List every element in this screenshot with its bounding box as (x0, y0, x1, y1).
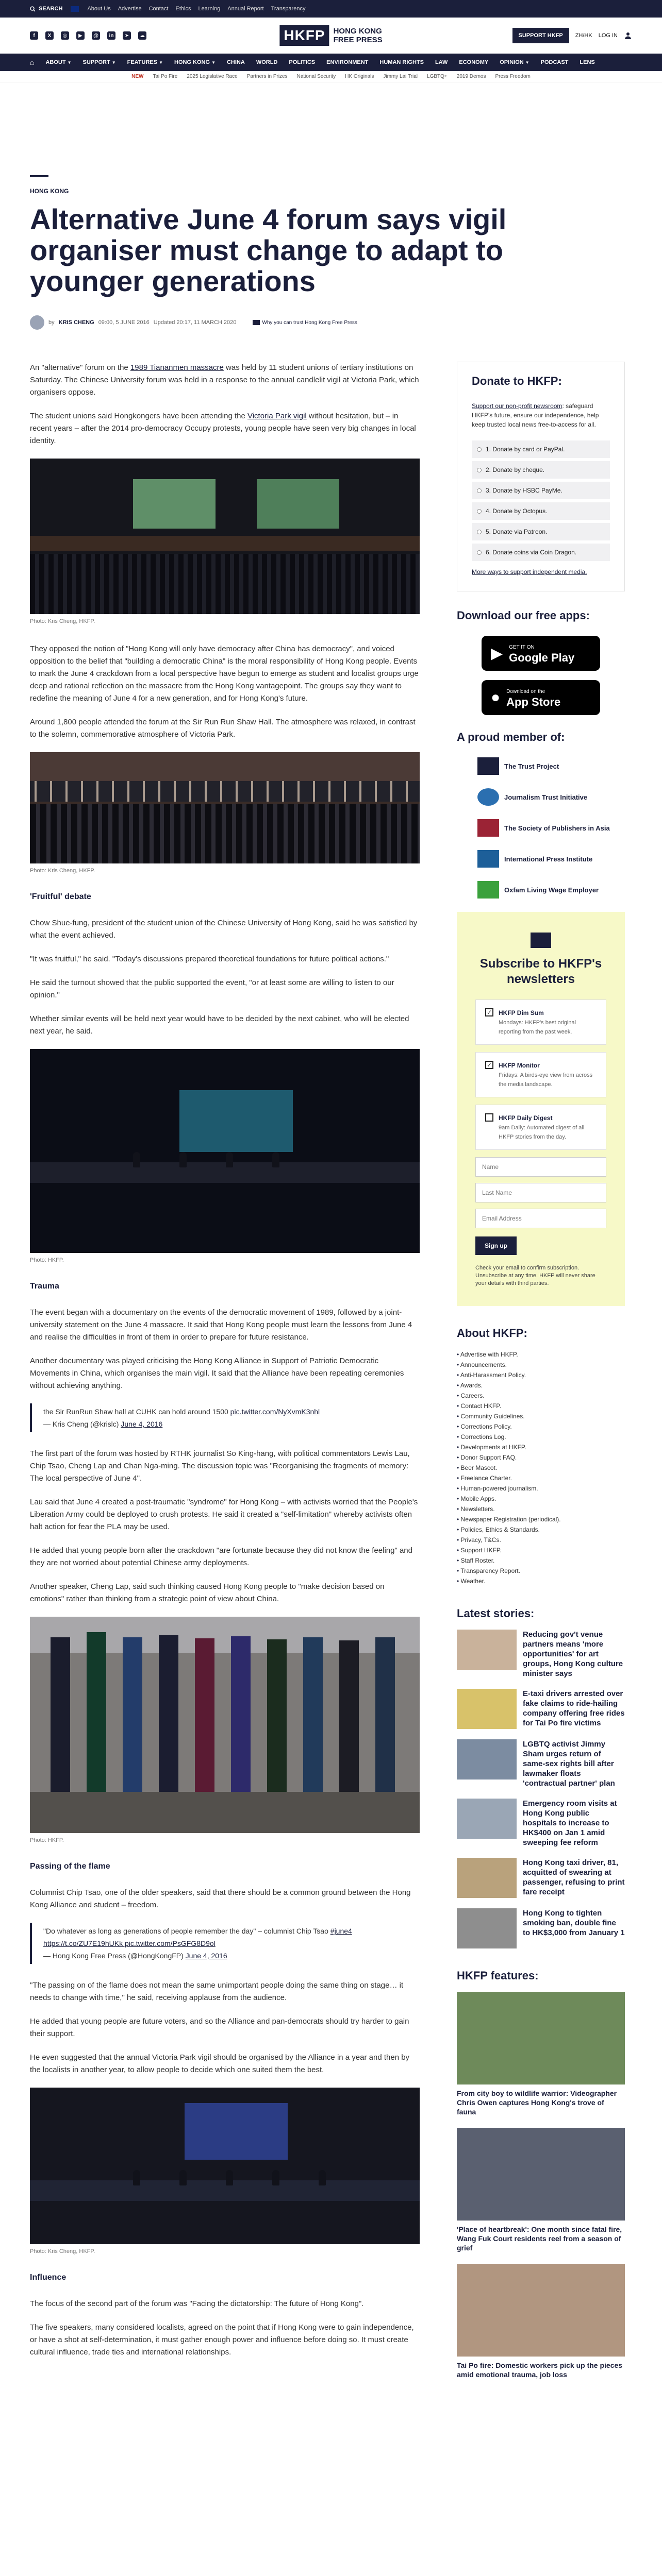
paragraph: "It was fruitful," he said. "Today's discussions prepared theoretical foundations for future political actions." (30, 955, 389, 963)
speaker-figure (226, 2170, 233, 2185)
paragraph: The five speakers, many considered localists, agreed on the point that if Hong Kong were to gain independence, or have a shot at self-determination, it must gather enough power and influence before doing so. It must create cultural influence, trade ties and international relationships. (30, 2323, 414, 2357)
speaker-figure (226, 1152, 233, 1167)
sopa-logo-icon (477, 819, 499, 837)
trending-link[interactable]: Jimmy Lai Trial (383, 74, 418, 79)
member-logo[interactable]: The Trust Project (477, 757, 625, 775)
latest-story[interactable] (457, 1799, 625, 1848)
radio-icon (477, 550, 482, 555)
about-link[interactable]: • Contact HKFP. (457, 1401, 625, 1411)
nav-politics[interactable]: POLITICS (289, 59, 316, 65)
inline-link[interactable]: 1989 Tiananmen massacre (130, 363, 224, 372)
feature-title: From city boy to wildlife warrior: Videographer Chris Owen captures Hong Kong's trove of fauna (457, 2089, 617, 2116)
story-title: Reducing gov't venue partners means 'more opportunities' for art groups, Hong Kong culture minister says (523, 1630, 623, 1678)
latest-story[interactable] (457, 1739, 625, 1788)
google-play-button[interactable]: ▶ GET IT ON Google Play (482, 636, 600, 671)
article-headline: Alternative June 4 forum says vigil organiser must change to adapt to younger generations (30, 203, 507, 297)
paragraph: An "alternative" forum on the 1989 Tiananmen massacre was held by 11 student unions of tertiary institutions on Saturday. The Chinese University forum was held in a response to the annual candlelit vigil at Victoria Park, which organisers oppose. (30, 363, 419, 397)
about-link[interactable]: • Privacy, T&Cs. (457, 1535, 625, 1545)
features-title: HKFP features: (457, 1969, 539, 1982)
more-ways-link[interactable]: More ways to support independent media. (472, 568, 587, 575)
x-twitter-icon[interactable]: X (45, 31, 54, 40)
app-store-button[interactable]: ● Download on the App Store (482, 680, 600, 715)
uk-flag-icon[interactable] (71, 6, 79, 12)
nav-lens[interactable]: LENS (580, 59, 595, 65)
feature-story[interactable] (457, 1992, 625, 2116)
story-thumbnail (457, 1630, 517, 1670)
speaker-figure (319, 2170, 326, 2185)
apps-title: Download our free apps: (457, 609, 590, 622)
tweet-link[interactable]: pic.twitter.com/NyXvmK3nhl (230, 1408, 320, 1416)
top-link-ethics[interactable]: Ethics (175, 6, 191, 12)
members-title: A proud member of: (457, 731, 565, 743)
speaker-figure (133, 1152, 140, 1167)
about-link[interactable]: • Corrections Policy. (457, 1421, 625, 1432)
trending-link[interactable]: Press Freedom (495, 74, 531, 79)
linkedin-icon[interactable]: in (107, 31, 115, 40)
donate-option[interactable]: 6. Donate coins via Coin Dragon. (472, 544, 610, 561)
donate-option[interactable]: 3. Donate by HSBC PayMe. (472, 482, 610, 499)
nav-support[interactable]: SUPPORT ▼ (82, 59, 116, 65)
newsletter-note: Check your email to confirm subscription. Unsubscribe at any time. HKFP will never share your details with third parties. (475, 1265, 595, 1286)
nav-china[interactable]: CHINA (226, 59, 245, 65)
about-link[interactable]: • Newspaper Registration (periodical). (457, 1514, 625, 1524)
about-link[interactable]: • Announcements. (457, 1360, 625, 1370)
section-heading: 'Fruitful' debate (30, 892, 91, 901)
about-link[interactable]: • Mobile Apps. (457, 1494, 625, 1504)
author-avatar[interactable] (30, 315, 44, 330)
about-list (457, 1349, 625, 1586)
about-link[interactable]: • Freelance Charter. (457, 1473, 625, 1483)
update-date: Updated 20:17, 11 MARCH 2020 (153, 319, 237, 326)
top-link-transparency[interactable]: Transparency (271, 6, 306, 12)
story-thumbnail (457, 1739, 517, 1780)
latest-stories (457, 1630, 625, 1948)
signup-button[interactable]: Sign up (475, 1236, 517, 1255)
about-link[interactable]: • Beer Mascot. (457, 1463, 625, 1473)
radio-icon (477, 530, 482, 534)
feature-stories (457, 1992, 625, 2379)
banner (51, 1637, 70, 1792)
chevron-down-icon: ▼ (67, 60, 72, 65)
checkbox-empty-icon[interactable] (485, 1113, 493, 1122)
feature-title: Tai Po fire: Domestic workers pick up the pieces amid emotional trauma, job loss (457, 2361, 623, 2379)
floor (30, 1792, 420, 1833)
newsletter-option-monitor[interactable]: ✓ HKFP Monitor Fridays: A birds-eye view from across the media landscape. (475, 1052, 606, 1097)
projection-screen (179, 1090, 293, 1152)
about-link[interactable]: • Developments at HKFP. (457, 1442, 625, 1452)
radio-icon (477, 468, 482, 472)
trending-bar (0, 71, 662, 82)
top-bar (0, 0, 662, 18)
email-input[interactable] (475, 1209, 606, 1228)
chevron-down-icon: ▼ (111, 60, 116, 65)
donate-intro-link[interactable]: Support our non-profit newsroom (472, 402, 562, 410)
about-link[interactable]: • Weather. (457, 1576, 625, 1586)
nav-law[interactable]: LAW (435, 59, 448, 65)
bluesky-icon[interactable]: ☁ (138, 31, 146, 40)
chevron-down-icon: ▼ (525, 60, 529, 65)
ipi-logo-icon (477, 850, 499, 868)
donate-option[interactable]: 1. Donate by card or PayPal. (472, 440, 610, 458)
paragraph: The focus of the second part of the forum was "Facing the dictatorship: The future of Hong Kong". (30, 2299, 364, 2308)
paragraph: He said the turnout showed that the public supported the event, "or at least some are willing to listen to our opinion." (30, 978, 394, 999)
sidebar (457, 362, 625, 2391)
trending-link[interactable]: HK Originals (345, 74, 374, 79)
support-hkfp-button[interactable]: SUPPORT HKFP (512, 28, 569, 43)
speaker-figure (272, 2170, 279, 2185)
paragraph: Around 1,800 people attended the forum at the Sir Run Run Shaw Hall. The atmosphere was relaxed, in contrast to the solemn, commemorative atmosphere of Victoria Park. (30, 718, 416, 739)
top-link-annual-report[interactable]: Annual Report (227, 6, 264, 12)
banner (195, 1638, 214, 1792)
site-header (0, 18, 662, 54)
envelope-icon (531, 933, 551, 948)
feature-story[interactable] (457, 2128, 625, 2252)
nav-podcast[interactable]: PODCAST (540, 59, 569, 65)
chevron-down-icon: ▼ (211, 60, 216, 65)
story-thumbnail (457, 1908, 517, 1948)
about-link[interactable]: • Community Guidelines. (457, 1411, 625, 1421)
tweet-date-link[interactable]: June 4, 2016 (185, 1952, 227, 1960)
top-link-advertise[interactable]: Advertise (118, 6, 142, 12)
trust-link[interactable]: Why you can trust Hong Kong Free Press (253, 320, 357, 326)
banner (267, 1639, 287, 1792)
kicker-rule (30, 175, 48, 177)
audience (30, 804, 420, 863)
nav-world[interactable]: WORLD (256, 59, 278, 65)
article-photo-2[interactable] (30, 752, 420, 863)
trending-link[interactable]: 2025 Legislative Race (187, 74, 238, 79)
banner (231, 1636, 251, 1792)
about-link[interactable]: • Support HKFP. (457, 1545, 625, 1555)
paragraph: Another documentary was played criticising the Hong Kong Alliance in Support of Patriotic Democratic Movements in China, which organises the main vigil. It said that the Alliance have been repeating ceremonies without achieving anything. (30, 1357, 404, 1390)
paragraph: Chow Shue-fung, president of the student union of the Chinese University of Hong Kong, said he was satisfied by what the event achieved. (30, 919, 418, 940)
social-links (30, 31, 146, 40)
embedded-tweet: the Sir RunRun Shaw hall at CUHK can hold around 1500 pic.twitter.com/NyXvmK3nhl — Kris Cheng (@krislc) June 4, 2016 (30, 1403, 420, 1432)
about-link[interactable]: • Transparency Report. (457, 1566, 625, 1576)
category-kicker[interactable]: HONG KONG (30, 188, 69, 195)
speaker-figure (133, 2170, 140, 2185)
telegram-icon[interactable]: ➤ (123, 31, 131, 40)
top-links (87, 6, 305, 12)
checkbox-checked-icon[interactable]: ✓ (485, 1008, 493, 1016)
search-icon (30, 6, 36, 12)
story-thumbnail (457, 1689, 517, 1729)
article-photo-5[interactable] (30, 2088, 420, 2244)
feature-story[interactable] (457, 2264, 625, 2379)
paragraph: "The passing on of the flame does not mean the same unimportant people doing the same thing on stage… it needs to change with time," he said, receiving applause from the audience. (30, 1981, 404, 2002)
user-icon[interactable] (624, 31, 632, 40)
story-title: E-taxi drivers arrested over fake claims to ride-hailing company offering free rides for Tai Po fire victims (523, 1689, 625, 1727)
about-link[interactable]: • Staff Roster. (457, 1555, 625, 1566)
nav-about[interactable]: ABOUT ▼ (45, 59, 72, 65)
paragraph: Whether similar events will be held next year would have to be decided by the next cabinet, who will be elected next year, he said. (30, 1014, 409, 1036)
search-button[interactable]: SEARCH (30, 6, 62, 12)
tweet-link[interactable]: #june4 https://t.co/ZU7E19hUKk pic.twitter.com/PsGFG8D9ol (43, 1927, 352, 1947)
article-body (30, 362, 420, 2391)
story-title: Hong Kong to tighten smoking ban, double fine to HK$3,000 from January 1 (523, 1909, 625, 1937)
login-link[interactable]: LOG IN (598, 32, 618, 39)
donate-title: Donate to HKFP: (472, 375, 562, 387)
article-photo-1[interactable] (30, 459, 420, 614)
banner (375, 1637, 395, 1792)
projection-screen (257, 479, 339, 529)
radio-icon (477, 509, 482, 514)
byline-prefix: by (48, 319, 55, 326)
nav-opinion[interactable]: OPINION ▼ (500, 59, 529, 65)
latest-story[interactable] (457, 1908, 625, 1948)
trending-link[interactable]: Partners in Prizes (246, 74, 288, 79)
trending-link[interactable]: National Security (296, 74, 336, 79)
radio-icon (477, 488, 482, 493)
stage-floor (30, 536, 420, 551)
apple-icon: ● (491, 689, 501, 706)
newsletter-box (457, 912, 625, 1306)
about-link[interactable]: • Anti-Harassment Policy. (457, 1370, 625, 1380)
speaker-figure (179, 1152, 187, 1167)
newsletter-option-dim-sum[interactable]: ✓ HKFP Dim Sum Mondays: HKFP's best original reporting from the past week. (475, 999, 606, 1045)
nav-human-rights[interactable]: HUMAN RIGHTS (379, 59, 424, 65)
member-logo[interactable]: The Society of Publishers in Asia (477, 819, 625, 837)
home-icon[interactable]: ⌂ (30, 58, 35, 66)
jti-logo-icon (477, 788, 499, 806)
trust-badge-icon (253, 320, 260, 325)
banner (159, 1635, 178, 1792)
google-play-icon: ▶ (491, 645, 503, 662)
author-name[interactable]: KRIS CHENG (58, 319, 94, 326)
top-link-learning[interactable]: Learning (198, 6, 221, 12)
nav-economy[interactable]: ECONOMY (459, 59, 489, 65)
embedded-tweet: "Do whatever as long as generations of people remember the day" – columnist Chip Tsao #june4 https://t.co/ZU7E19hUKk pic.twitter.com/PsGFG8D9ol — Hong Kong Free Press (@HongKongFP) June 4, 2016 (30, 1923, 420, 1964)
page-container (30, 175, 632, 2391)
content-columns (30, 362, 632, 2391)
speakers-row (30, 781, 420, 802)
member-logo[interactable]: International Press Institute (477, 850, 625, 868)
about-link[interactable]: • Donor Support FAQ. (457, 1452, 625, 1463)
paragraph: The student unions said Hongkongers have been attending the Victoria Park vigil without hesitation, but – in recent years – after the 2014 pro-democracy Occupy protests, young people have seen very big changes in local identity. (30, 412, 416, 445)
youtube-icon[interactable]: ▶ (76, 31, 85, 40)
about-link[interactable]: • Policies, Ethics & Standards. (457, 1524, 625, 1535)
about-link[interactable]: • Awards. (457, 1380, 625, 1391)
paragraph: The first part of the forum was hosted by RTHK journalist So King-hang, with political commentators Lewis Lau, Chip Tsao, Cheng Lap and Chan Nga-ming. The discussion topic was "Reorganising the fragments of memory: The local perspective of June 4". (30, 1449, 410, 1483)
feature-image (457, 1992, 625, 2084)
newsletter-title: Subscribe to HKFP's newsletters (479, 957, 602, 986)
last-name-input[interactable] (475, 1183, 606, 1202)
threads-icon[interactable]: @ (92, 31, 100, 40)
trust-project-logo-icon (477, 757, 499, 775)
paragraph: He even suggested that the annual Victoria Park vigil should be organised by the Alliance in a year and then by the localists in another year, to allow people to decide which one suited them the best. (30, 2053, 410, 2074)
about-link[interactable]: • Corrections Log. (457, 1432, 625, 1442)
tweet-date-link[interactable]: June 4, 2016 (121, 1420, 163, 1428)
instagram-icon[interactable]: ◎ (61, 31, 69, 40)
nav-environment[interactable]: ENVIRONMENT (326, 59, 369, 65)
latest-story[interactable] (457, 1689, 625, 1729)
projection-screen (185, 2103, 288, 2160)
article-photo-4[interactable] (30, 1617, 420, 1833)
chevron-down-icon: ▼ (159, 60, 163, 65)
paragraph: The event began with a documentary on the events of the democratic movement of 1989, followed by a joint-university statement on the June 4 massacre. It said that Hong Kong people must learn the lessons from June 4 and realise the difficulties in front of them in order to prepare for future resistance. (30, 1308, 412, 1342)
about-link[interactable]: • Careers. (457, 1391, 625, 1401)
panel-table (30, 1162, 420, 1183)
new-badge: NEW (131, 74, 144, 79)
trending-link[interactable]: 2019 Demos (456, 74, 486, 79)
about-title: About HKFP: (457, 1327, 527, 1340)
projection-screen (133, 479, 216, 529)
banner (339, 1640, 359, 1792)
paragraph: They opposed the notion of "Hong Kong will only have democracy after China has democracy", and voiced opposition to the belief that "building a democratic China" is the moral responsibility of Hong Kong people. Events to mark the June 4 crackdown from a local perspective have begun to emerge as student and localist groups urge deep and rational reflection on the massacre from the Hong Kong vantagepoint. The groups say they want to redefine the meaning of June 4 for a new generation, and for Hong Kong's future. (30, 645, 419, 703)
story-title: LGBTQ activist Jimmy Sham urges return of same-sex rights bill after lawmaker floats 'contractual partner' plan (523, 1740, 615, 1788)
nav-hong-kong[interactable]: HONG KONG ▼ (174, 59, 216, 65)
nav-features[interactable]: FEATURES ▼ (127, 59, 163, 65)
main-nav (0, 54, 662, 71)
photo-caption: Photo: Kris Cheng, HKFP. (30, 868, 95, 874)
top-link-contact[interactable]: Contact (148, 6, 169, 12)
paragraph: Columnist Chip Tsao, one of the older speakers, said that there should be a common ground between the Hong Kong Alliance and student – freedom. (30, 1888, 411, 1909)
story-thumbnail (457, 1799, 517, 1839)
story-title: Hong Kong taxi driver, 81, acquitted of swearing at passenger, refusing to print fare receipt (523, 1858, 625, 1896)
audience (30, 554, 420, 614)
donate-option[interactable]: 5. Donate via Patreon. (472, 523, 610, 540)
feature-title: 'Place of heartbreak': One month since fatal fire, Wang Fuk Court residents reel from a season of grief (457, 2225, 622, 2252)
name-input[interactable] (475, 1157, 606, 1177)
banner (123, 1637, 142, 1792)
section-heading: Passing of the flame (30, 1862, 110, 1871)
about-link[interactable]: • Human-powered journalism. (457, 1483, 625, 1494)
trending-link[interactable]: Tai Po Fire (153, 74, 178, 79)
publish-date: 09:00, 5 JUNE 2016 (98, 319, 150, 326)
top-link-about[interactable]: About Us (87, 6, 111, 12)
section-heading: Influence (30, 2273, 67, 2282)
donate-option[interactable]: 4. Donate by Octopus. (472, 502, 610, 520)
byline (30, 315, 632, 330)
paragraph: He added that young people born after the crackdown "are fortunate because they did not know the feeling" and they are not worried about potential Chinese army deployments. (30, 1546, 412, 1567)
feature-image (457, 2128, 625, 2221)
photo-caption: Photo: Kris Cheng, HKFP. (30, 618, 95, 624)
header-actions (512, 28, 632, 43)
latest-title: Latest stories: (457, 1607, 535, 1620)
member-logo[interactable]: Journalism Trust Initiative (477, 788, 625, 806)
banner (303, 1637, 323, 1792)
about-link[interactable]: • Newsletters. (457, 1504, 625, 1514)
latest-story[interactable] (457, 1630, 625, 1679)
banner (87, 1632, 106, 1792)
logo-text: HONG KONG FREE PRESS (333, 27, 383, 44)
donate-option[interactable]: 2. Donate by cheque. (472, 461, 610, 479)
checkbox-checked-icon[interactable]: ✓ (485, 1061, 493, 1069)
speaker-figure (272, 1152, 279, 1167)
photo-caption: Photo: Kris Cheng, HKFP. (30, 2248, 95, 2255)
story-thumbnail (457, 1858, 517, 1898)
latest-story[interactable] (457, 1858, 625, 1898)
section-heading: Trauma (30, 1282, 59, 1291)
story-title: Emergency room visits at Hong Kong public hospitals to increase to HK$400 on Jan 1 amid sweeping fee reform (523, 1799, 617, 1847)
newsletter-option-daily-digest[interactable]: HKFP Daily Digest 9am Daily: Automated digest of all HKFP stories from the day. (475, 1105, 606, 1150)
photo-caption: Photo: HKFP. (30, 1837, 64, 1843)
paragraph: Lau said that June 4 created a post-traumatic "syndrome" for Hong Kong – with activists worried that the People's Liberation Army could be deployed to crush protests. He said it created a "self-limitation" whereby activists often halt action for fear the PLA may be used. (30, 1498, 418, 1531)
panel-table (30, 2180, 420, 2201)
donate-box (457, 362, 625, 591)
paragraph: He added that young people are future voters, and so the Alliance and pan-democrats should try harder to gain their support. (30, 2017, 409, 2038)
language-switch[interactable]: ZH/HK (575, 32, 592, 39)
donate-intro: Support our non-profit newsroom: safeguard HKFP's future, ensure our independence, help keep trusted local news free-to-access for all. (472, 402, 599, 428)
inline-link[interactable]: Victoria Park vigil (247, 412, 307, 420)
radio-icon (477, 447, 482, 452)
facebook-icon[interactable]: f (30, 31, 38, 40)
about-link[interactable]: • Advertise with HKFP. (457, 1349, 625, 1360)
member-logo[interactable]: Oxfam Living Wage Employer (477, 881, 625, 899)
logo-mark: HKFP (279, 25, 329, 46)
trending-link[interactable]: LGBTQ+ (427, 74, 448, 79)
site-logo[interactable] (279, 25, 382, 46)
paragraph: Another speaker, Cheng Lap, said such thinking caused Hong Kong people to "make decision based on emotions" rather than thinking from a strategic point of view about China. (30, 1582, 385, 1603)
photo-caption: Photo: HKFP. (30, 1257, 64, 1263)
feature-image (457, 2264, 625, 2357)
article-photo-3[interactable] (30, 1049, 420, 1253)
speaker-figure (179, 2170, 187, 2185)
oxfam-logo-icon (477, 881, 499, 899)
